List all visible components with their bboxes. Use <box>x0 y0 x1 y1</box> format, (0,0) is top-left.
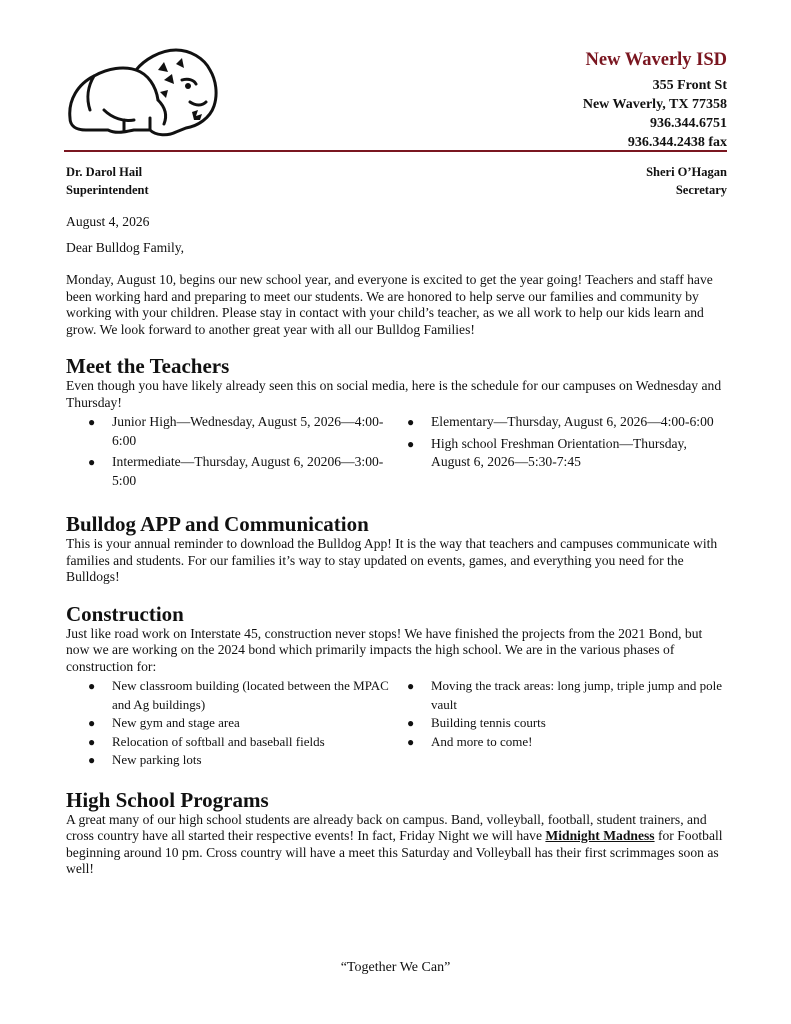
bullet-icon: ● <box>88 753 96 767</box>
superintendent-title: Superintendent <box>66 183 149 197</box>
bulldog-app-section <box>66 512 728 586</box>
footer-motto: “Together We Can” <box>340 960 451 975</box>
construction-list <box>66 677 728 770</box>
bullet-icon: ● <box>88 716 96 730</box>
list-item: ● Elementary—Thursday, August 6, 2026—4:00-6:00 <box>397 413 728 432</box>
letter-greeting: Dear Bulldog Family, <box>66 239 185 255</box>
bullet-icon: ● <box>407 716 415 730</box>
section-heading: Bulldog APP and Communication <box>66 512 369 536</box>
letter-date: August 4, 2026 <box>66 214 150 229</box>
list-item: ● Moving the track areas: long jump, triple jump and pole vault <box>407 678 722 712</box>
secretary-block <box>646 163 727 199</box>
bullet-icon: ● <box>88 734 96 749</box>
high-school-programs-section <box>66 788 728 878</box>
section-text: Just like road work on Interstate 45, construction never stops! We have finished the projects from the 2021 Bond, but now we are working on the 2024 bond which primarily impacts the high school. We are in the various phases of construction for: <box>66 625 703 674</box>
list-item: ● High school Freshman Orientation—Thursday, August 6, 2026—5:30-7:45 <box>407 435 687 469</box>
section-text: This is your annual reminder to download the Bulldog App! It is the way that teachers and campuses communicate with families and students. For our families it’s way to stay updated on events, games, and everything you need for the Bulldogs! <box>66 536 718 584</box>
list-item: ● Intermediate—Thursday, August 6, 20206—3:00-5:00 <box>88 454 384 488</box>
superintendent-block <box>66 163 149 199</box>
letter-body <box>66 214 728 878</box>
schedule-list <box>66 413 728 493</box>
midnight-madness-highlight: Midnight Madness <box>545 828 655 843</box>
bullet-icon: ● <box>407 436 415 451</box>
superintendent-name: Dr. Darol Hail <box>66 165 143 179</box>
list-item: ● Junior High—Wednesday, August 5, 2026—4:00-6:00 <box>88 414 384 448</box>
list-item: ● Relocation of softball and baseball fields <box>66 733 397 752</box>
bulldog-mascot-icon <box>64 40 226 140</box>
street-address: 355 Front St <box>652 78 727 93</box>
city-state-zip: New Waverly, TX 77358 <box>582 97 727 112</box>
list-item: ● New classroom building (located between the MPAC and Ag buildings) <box>88 678 389 712</box>
intro-paragraph: Monday, August 10, begins our new school year, and everyone is excited to get the year going! Teachers and staff have been working hard and preparing to meet our students. We are honored to help serve our families and community by working with your children. Please stay in contact with your child’s teacher, as we all work to help our kids learn and grow. We look forward to another great year with all our Bulldog Families! <box>66 272 713 337</box>
list-item: ● And more to come! <box>397 733 728 752</box>
header-divider <box>64 150 727 152</box>
section-heading: Construction <box>66 601 184 626</box>
bullet-icon: ● <box>407 679 415 693</box>
phone-number: 936.344.6751 <box>650 116 727 131</box>
fax-number: 936.344.2438 fax <box>627 135 727 150</box>
secretary-title: Secretary <box>675 183 727 197</box>
list-item: ● New parking lots <box>66 751 397 770</box>
bullet-icon: ● <box>407 734 415 749</box>
bullet-icon: ● <box>88 679 96 693</box>
section-heading: Meet the Teachers <box>66 354 230 378</box>
construction-section <box>66 602 728 770</box>
section-text: Even though you have likely already seen this on social media, here is the schedule for our campuses on Wednesday and Thursday! <box>66 378 722 410</box>
bullet-icon: ● <box>88 415 96 429</box>
secretary-name: Sheri O’Hagan <box>646 165 727 179</box>
list-item: ● New gym and stage area <box>66 714 397 733</box>
section-heading: High School Programs <box>66 787 269 812</box>
section-text: A great many of our high school students are already back on campus. Band, volleyball, football, student trainers, and cross country have all started their respective events! In fact, Friday Night we will have Midnight Madness for Football beginning around 10 pm. Cross country will have a meet this Saturday and Volleyball has their first scrimmages soon as well! <box>66 811 723 876</box>
list-item: ● Building tennis courts <box>397 714 728 733</box>
bullet-icon: ● <box>88 455 96 469</box>
bullet-icon: ● <box>407 415 415 429</box>
district-name: New Waverly ISD <box>585 50 727 70</box>
district-address-block <box>583 48 727 152</box>
meet-teachers-section <box>66 354 728 493</box>
